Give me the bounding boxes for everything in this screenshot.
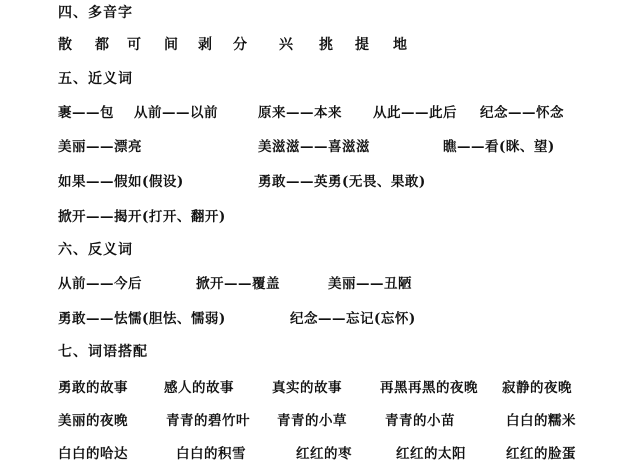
collocation-phrase: 寂静的夜晚	[502, 380, 572, 396]
polyphonic-char: 兴	[279, 37, 293, 53]
polyphonic-char: 散	[58, 37, 72, 53]
synonym-pair: 瞧——看(眯、望)	[443, 139, 555, 155]
polyphonic-char: 都	[95, 37, 109, 53]
collocation-phrase: 红红的太阳	[396, 446, 466, 462]
synonym-pair: 原来——本来	[258, 105, 342, 121]
synonym-pair: 勇敢——英勇(无畏、果敢)	[258, 174, 426, 190]
collocation-phrase: 再黑再黑的夜晚	[380, 380, 478, 396]
collocation-phrase: 白白的糯米	[506, 413, 576, 429]
polyphonic-char: 剥	[198, 37, 212, 53]
synonym-row	[0, 170, 640, 190]
polyphonic-char: 间	[164, 37, 178, 53]
collocation-phrase: 真实的故事	[272, 380, 342, 396]
antonym-pair: 美丽——丑陋	[328, 276, 412, 292]
antonym-pair: 勇敢——怯懦(胆怯、懦弱)	[58, 311, 226, 327]
polyphonic-char: 挑	[319, 37, 333, 53]
collocation-phrase: 红红的脸蛋	[506, 446, 576, 462]
polyphonic-char-row	[0, 34, 640, 54]
collocation-phrase: 青青的碧竹叶	[166, 413, 250, 429]
synonym-pair: 从此——此后	[373, 105, 457, 121]
polyphonic-char: 地	[393, 37, 407, 53]
synonym-pair: 从前——以前	[134, 105, 218, 121]
antonym-pair: 纪念——忘记(忘怀)	[290, 311, 416, 327]
collocation-phrase: 白白的积雪	[176, 446, 246, 462]
collocation-phrase: 美丽的夜晚	[58, 413, 128, 429]
antonym-pair: 掀开——覆盖	[196, 276, 280, 292]
section-title-collocations: 七、词语搭配	[58, 344, 148, 360]
synonym-row	[0, 205, 640, 225]
collocation-phrase: 青青的小草	[277, 413, 347, 429]
collocation-phrase: 勇敢的故事	[58, 380, 128, 396]
synonym-pair: 裹——包	[58, 105, 114, 121]
antonym-row	[0, 272, 640, 292]
synonym-row	[0, 101, 640, 121]
collocation-phrase: 感人的故事	[164, 380, 234, 396]
collocation-phrase: 红红的枣	[296, 446, 352, 462]
section-title-polyphonic: 四、多音字	[58, 5, 133, 21]
antonym-pair: 从前——今后	[58, 276, 142, 292]
section-title-antonyms: 六、反义词	[58, 242, 133, 258]
collocation-row	[0, 409, 640, 429]
synonym-pair: 掀开——揭开(打开、翻开)	[58, 209, 226, 225]
synonym-pair: 纪念——怀念	[480, 105, 564, 121]
synonym-pair: 美滋滋——喜滋滋	[258, 139, 370, 155]
collocation-row	[0, 376, 640, 396]
collocation-phrase: 青青的小苗	[385, 413, 455, 429]
antonym-row	[0, 307, 640, 327]
collocation-row	[0, 442, 640, 462]
collocation-phrase: 白白的哈达	[58, 446, 128, 462]
section-title-synonyms: 五、近义词	[58, 71, 133, 87]
synonym-row	[0, 135, 640, 155]
polyphonic-char: 提	[355, 37, 369, 53]
polyphonic-char: 分	[233, 37, 247, 53]
synonym-pair: 美丽——漂亮	[58, 139, 142, 155]
synonym-pair: 如果——假如(假设)	[58, 174, 184, 190]
polyphonic-char: 可	[127, 37, 141, 53]
